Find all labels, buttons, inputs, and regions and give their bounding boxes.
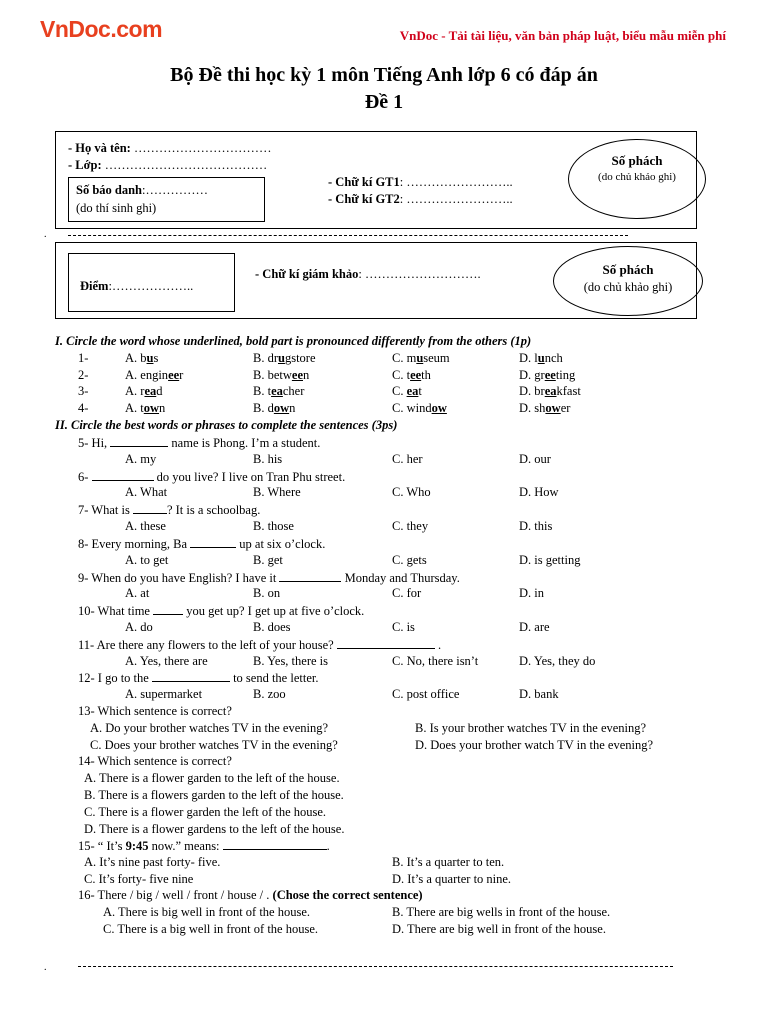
q5-option-b: B. his — [253, 452, 283, 466]
q13-option-c: C. Does your brother watches TV in the evening? — [90, 738, 338, 752]
q4-option-d: D. shower — [519, 401, 571, 415]
q7-option-c: C. they — [392, 519, 429, 533]
q2-option-a: A. engineer — [125, 368, 184, 382]
question-7-stem: 7- What is ? It is a schoolbag. — [78, 503, 261, 517]
q9-option-b: B. on — [253, 586, 281, 600]
q2-number: 2- — [78, 368, 89, 382]
q15-option-d: D. It’s a quarter to nine. — [392, 872, 512, 886]
q4-option-c: C. window — [392, 401, 447, 415]
q13-option-a: A. Do your brother watches TV in the evening? — [90, 721, 329, 735]
q14-option-d: D. There is a flower gardens to the left of the house. — [84, 822, 345, 836]
margin-dot: . — [44, 962, 47, 973]
q1-option-b: B. drugstore — [253, 351, 316, 365]
q2-option-b: B. between — [253, 368, 310, 382]
q7-option-a: A. these — [125, 519, 166, 533]
q12-option-c: C. post office — [392, 687, 460, 701]
question-14-stem: 14- Which sentence is correct? — [78, 754, 232, 768]
q10-option-d: D. are — [519, 620, 550, 634]
q8-option-d: D. is getting — [519, 553, 581, 567]
page-title: Bộ Đề thi học kỳ 1 môn Tiếng Anh lớp 6 có đáp án — [170, 64, 598, 86]
question-11-stem: 11- Are there any flowers to the left of your house? . — [78, 638, 442, 652]
q12-option-a: A. supermarket — [125, 687, 203, 701]
q5-option-a: A. my — [125, 452, 157, 466]
q16-option-a: A. There is big well in front of the house. — [103, 905, 311, 919]
q8-option-b: B. get — [253, 553, 283, 567]
q6-option-b: B. Where — [253, 485, 301, 499]
q7-option-b: B. those — [253, 519, 294, 533]
q3-option-b: B. teacher — [253, 384, 305, 398]
q15-option-b: B. It’s a quarter to ten. — [392, 855, 505, 869]
question-16-stem: 16- There / big / well / front / house / . (Chose the correct sentence) — [78, 888, 423, 902]
q16-option-d: D. There are big well in front of the house. — [392, 922, 606, 936]
q12-option-d: D. bank — [519, 687, 559, 701]
class-field: - Lớp: ………………………………… — [68, 158, 268, 172]
logo-text-b: .com — [110, 16, 163, 42]
examiner-signature-field: - Chữ kí giám khảo: ………………………. — [255, 267, 481, 281]
vndoc-logo — [40, 16, 162, 43]
question-12-stem: 12- I go to the to send the letter. — [78, 671, 319, 685]
q14-option-b: B. There is a flowers garden to the left of the house. — [84, 788, 344, 802]
score-field: Điểm:……………….. — [80, 279, 194, 293]
q11-option-b: B. Yes, there is — [253, 654, 329, 668]
q10-option-c: C. is — [392, 620, 415, 634]
candidate-number-field: Số báo danh:…………… — [76, 183, 208, 197]
q15-option-a: A. It’s nine past forty- five. — [84, 855, 221, 869]
q2-option-d: D. greeting — [519, 368, 576, 382]
cut-line — [78, 966, 673, 967]
q10-option-b: B. does — [253, 620, 291, 634]
q9-option-a: A. at — [125, 586, 150, 600]
section1-heading: I. Circle the word whose underlined, bold part is pronounced differently from the others (1p) — [55, 334, 532, 348]
candidate-number-note: (do thí sinh ghi) — [76, 201, 157, 215]
q13-option-b: B. Is your brother watches TV in the evening? — [415, 721, 647, 735]
secret-code-note: (do chủ khảo ghi) — [583, 280, 673, 294]
q14-option-c: C. There is a flower garden the left of the house. — [84, 805, 327, 819]
q6-option-c: C. Who — [392, 485, 431, 499]
question-9-stem: 9- When do you have English? I have it Monday and Thursday. — [78, 571, 460, 585]
q11-option-d: D. Yes, they do — [519, 654, 596, 668]
secret-code-label: Số phách — [611, 153, 663, 168]
q12-option-b: B. zoo — [253, 687, 286, 701]
secret-code-note: (do chủ khảo ghi) — [598, 171, 676, 183]
q3-option-d: D. breakfast — [519, 384, 581, 398]
q10-option-a: A. do — [125, 620, 153, 634]
secret-code-oval-2 — [553, 246, 703, 316]
q16-option-c: C. There is a big well in front of the house. — [103, 922, 319, 936]
question-8-stem: 8- Every morning, Ba up at six o’clock. — [78, 537, 326, 551]
q14-option-a: A. There is a flower garden to the left of the house. — [84, 771, 340, 785]
q16-option-b: B. There are big wells in front of the house. — [392, 905, 611, 919]
q2-option-c: C. teeth — [392, 368, 431, 382]
q15-option-c: C. It’s forty- five nine — [84, 872, 194, 886]
header-tagline: VnDoc - Tải tài liệu, văn bản pháp luật, biểu mẫu miễn phí — [399, 28, 726, 43]
q1-option-c: C. museum — [392, 351, 450, 365]
secret-code-oval-1 — [568, 139, 706, 219]
name-field: - Họ và tên: …………………………… — [68, 141, 272, 155]
q5-option-d: D. our — [519, 452, 551, 466]
question-10-stem: 10- What time you get up? I get up at five o’clock. — [78, 604, 365, 618]
q1-option-a: A. bus — [125, 351, 159, 365]
q3-number: 3- — [78, 384, 89, 398]
q4-option-a: A. town — [125, 401, 166, 415]
q8-option-a: A. to get — [125, 553, 169, 567]
secret-code-label: Số phách — [602, 262, 654, 277]
section2-heading: II. Circle the best words or phrases to complete the sentences (3ps) — [55, 418, 398, 432]
q7-option-d: D. this — [519, 519, 553, 533]
q6-option-d: D. How — [519, 485, 559, 499]
margin-dot: . — [44, 229, 47, 240]
question-6-stem: 6- do you live? I live on Tran Phu street. — [78, 470, 346, 484]
q4-number: 4- — [78, 401, 89, 415]
q13-option-d: D. Does your brother watch TV in the evening? — [415, 738, 654, 752]
q11-option-a: A. Yes, there are — [125, 654, 208, 668]
page-subtitle: Đề 1 — [364, 91, 404, 113]
q9-option-c: C. for — [392, 586, 422, 600]
q1-number: 1- — [78, 351, 89, 365]
q9-option-d: D. in — [519, 586, 544, 600]
q3-option-a: A. read — [125, 384, 163, 398]
logo-text-a: VnDoc — [40, 16, 111, 42]
question-15-stem: 15- “ It’s 9:45 now.” means: . — [78, 839, 330, 853]
q1-option-d: D. lunch — [519, 351, 563, 365]
q11-option-c: C. No, there isn’t — [392, 654, 479, 668]
question-13-stem: 13- Which sentence is correct? — [78, 704, 232, 718]
q3-option-c: C. eat — [392, 384, 422, 398]
cut-line — [68, 235, 628, 236]
question-5-stem: 5- Hi, name is Phong. I’m a student. — [78, 436, 321, 450]
q6-option-a: A. What — [125, 485, 168, 499]
q4-option-b: B. down — [253, 401, 296, 415]
proctor1-signature-field: - Chữ kí GT1: …………………….. — [328, 175, 513, 189]
q8-option-c: C. gets — [392, 553, 427, 567]
proctor2-signature-field: - Chữ kí GT2: …………………….. — [328, 192, 513, 206]
q5-option-c: C. her — [392, 452, 423, 466]
